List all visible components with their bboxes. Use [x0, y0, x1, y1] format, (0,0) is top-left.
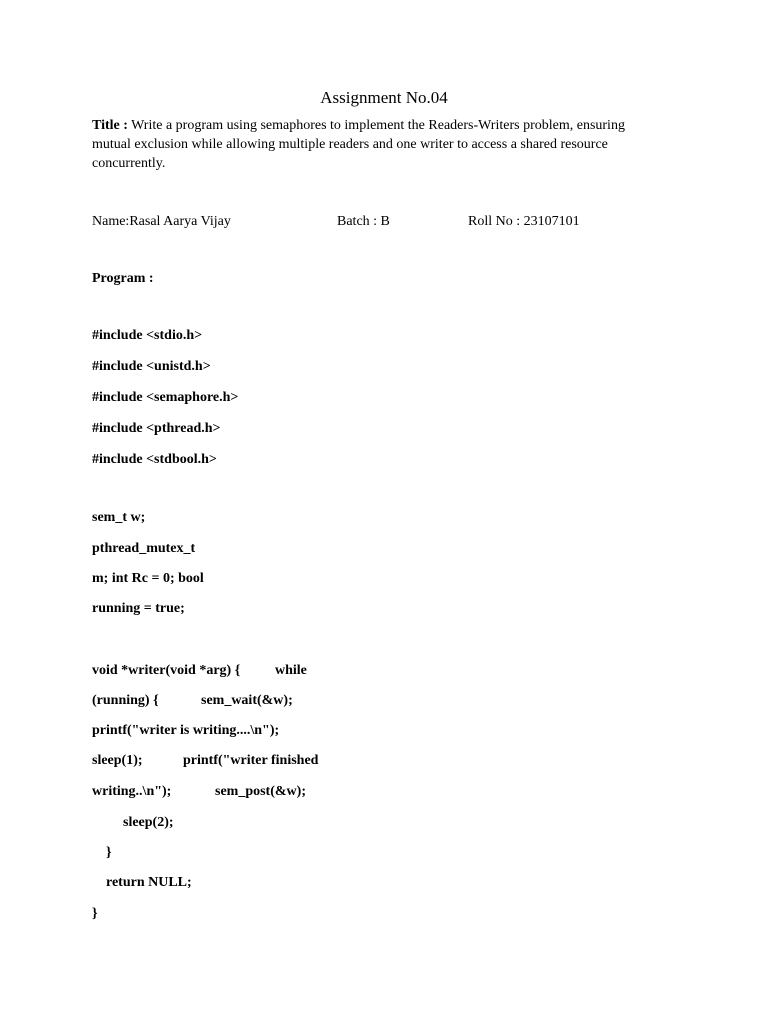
title-label: Title : [92, 118, 128, 133]
code-line: #include <semaphore.h> [92, 390, 239, 405]
code-line: sleep(1); [92, 753, 143, 768]
code-line: #include <unistd.h> [92, 359, 211, 374]
code-line: sem_wait(&w); [201, 693, 293, 708]
code-line: while [275, 663, 307, 678]
code-line: #include <stdio.h> [92, 328, 203, 343]
code-line: writing..\n"); [92, 784, 172, 799]
code-line: sleep(2); [123, 815, 174, 830]
code-line: } [106, 845, 112, 860]
code-line: sem_t w; [92, 510, 146, 525]
code-line: #include <pthread.h> [92, 421, 221, 436]
code-line: printf("writer finished [183, 753, 319, 768]
code-line: printf("writer is writing....\n"); [92, 723, 280, 738]
title-text: Write a program using semaphores to implement the Readers-Writers problem, ensuring mutual exclusion while allowing multiple readers and one writer to access a shared resource concurrently. [92, 118, 625, 171]
code-line: void *writer(void *arg) { [92, 663, 241, 678]
assignment-heading: Assignment No.04 [320, 88, 448, 107]
code-line: pthread_mutex_t [92, 541, 196, 556]
code-line: running = true; [92, 601, 185, 616]
code-line: } [92, 906, 98, 921]
code-line: sem_post(&w); [215, 784, 306, 799]
student-name: Name:Rasal Aarya Vijay [92, 214, 231, 229]
code-line: m; int Rc = 0; bool [92, 571, 204, 586]
code-line: (running) { [92, 693, 159, 708]
student-roll-number: Roll No : 23107101 [468, 214, 580, 229]
student-batch: Batch : B [337, 214, 390, 229]
code-line: #include <stdbool.h> [92, 452, 217, 467]
program-label: Program : [92, 271, 154, 286]
code-line: return NULL; [106, 875, 192, 890]
